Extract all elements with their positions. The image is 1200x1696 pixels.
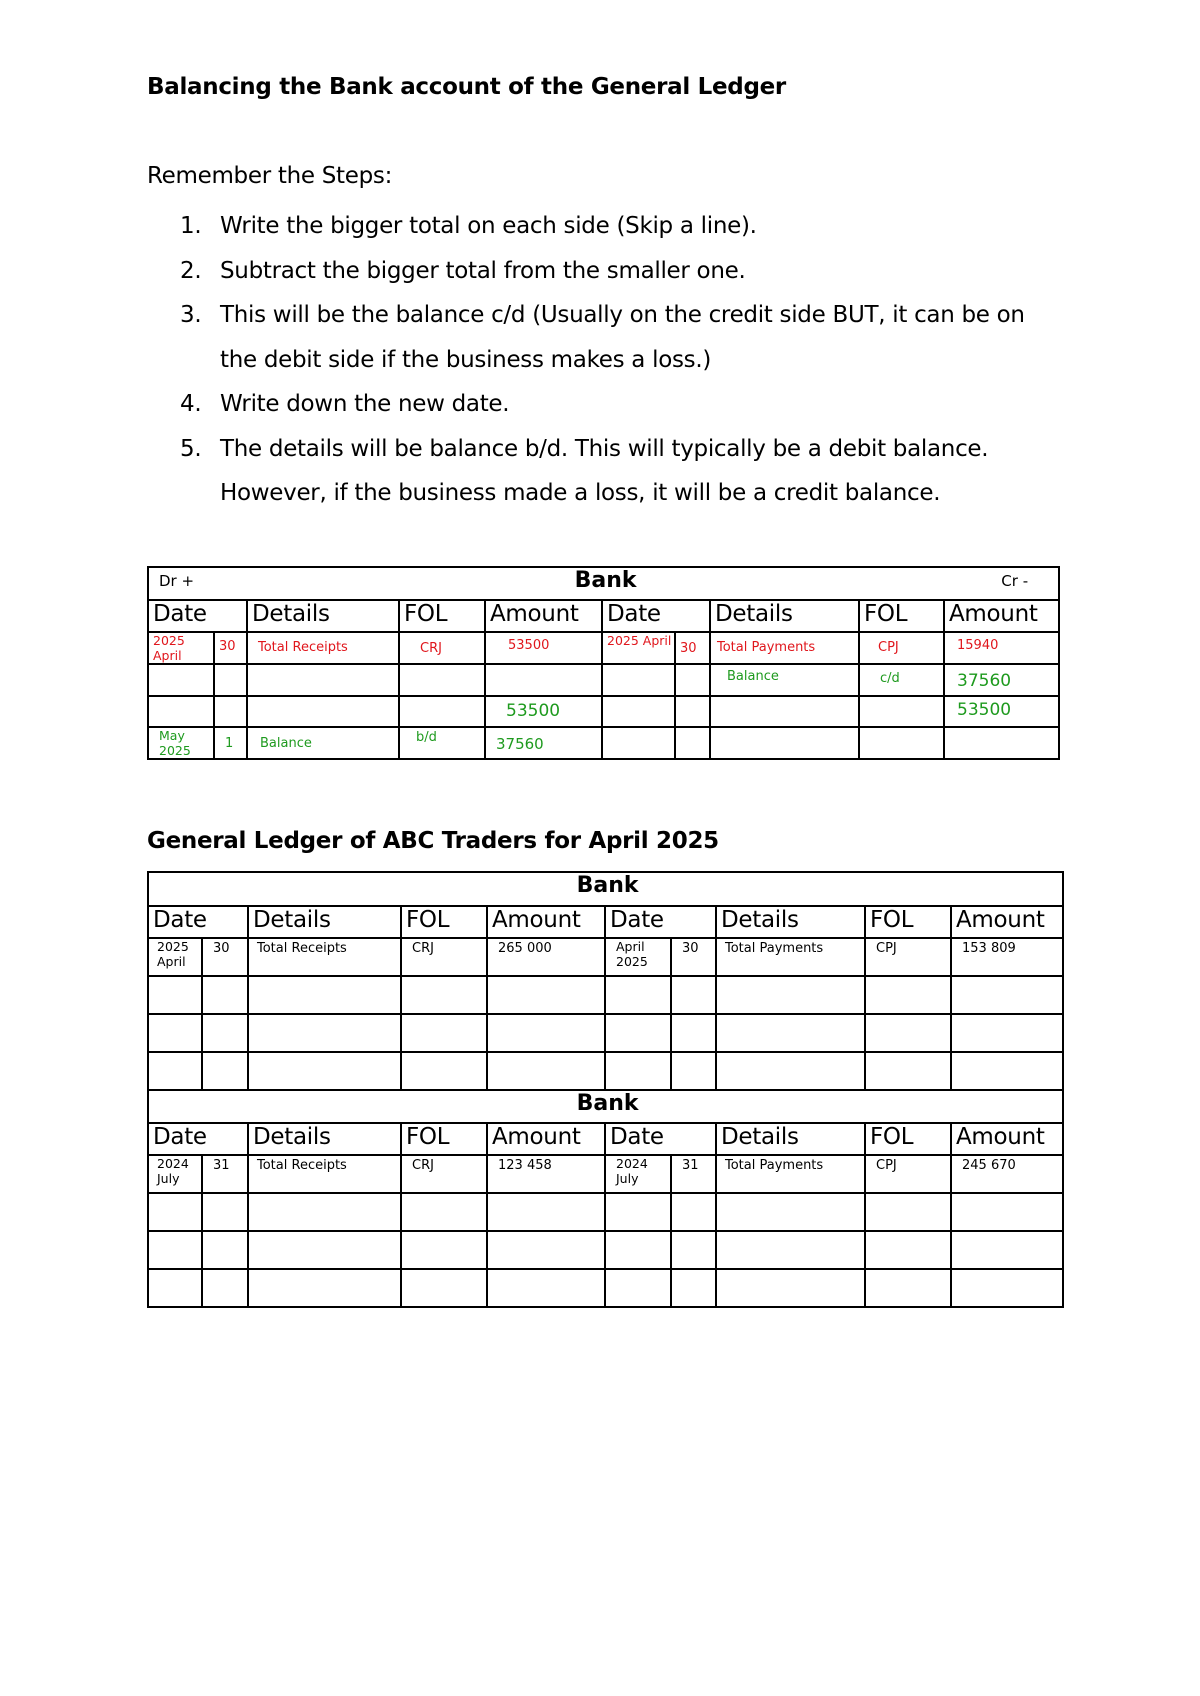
step-item — [180, 249, 1080, 294]
entry-details: Total Receipts — [248, 1155, 401, 1193]
step-text: This will be the balance c/d (Usually on the credit side BUT, it can be on — [220, 302, 1025, 328]
step-number: 2. — [180, 257, 202, 284]
header-amount: Amount — [944, 600, 1059, 632]
entry-day: 30 — [671, 938, 716, 976]
header-date: Date — [148, 906, 248, 938]
header-details: Details — [716, 1123, 865, 1155]
entry-amount: 53500 — [485, 632, 602, 664]
table-row — [148, 1155, 1063, 1193]
header-details: Details — [248, 906, 401, 938]
entry-date: 2024 July — [148, 1155, 202, 1193]
header-fol: FOL — [401, 1123, 487, 1155]
entry-fol: CRJ — [399, 632, 485, 664]
table-row — [148, 1269, 1063, 1307]
entry-day: 31 — [202, 1155, 248, 1193]
header-date: Date — [605, 1123, 716, 1155]
entry-amount: 265 000 — [487, 938, 605, 976]
steps-heading: Remember the Steps: — [147, 163, 393, 189]
entry-details: Total Payments — [716, 938, 865, 976]
entry-fol: CPJ — [859, 632, 944, 664]
entry-date: May 2025 — [148, 727, 214, 759]
credit-label: Cr - — [1001, 572, 1029, 590]
entry-details: Total Receipts — [247, 632, 399, 664]
table-row — [148, 664, 1059, 696]
entry-details: Total Receipts — [248, 938, 401, 976]
header-amount: Amount — [951, 906, 1063, 938]
entry-date: 2024 July — [605, 1155, 671, 1193]
step-text: Write the bigger total on each side (Skip a line). — [220, 213, 757, 239]
header-amount: Amount — [485, 600, 602, 632]
total-amount: 53500 — [944, 696, 1059, 727]
section-title: General Ledger of ABC Traders for April 2025 — [147, 828, 719, 854]
step-item — [180, 204, 1080, 249]
entry-fol: c/d — [859, 664, 944, 696]
table-row — [148, 696, 1059, 727]
entry-date: April 2025 — [605, 938, 671, 976]
step-number: 5. — [180, 435, 202, 462]
header-date: Date — [605, 906, 716, 938]
entry-amount: 153 809 — [951, 938, 1063, 976]
step-number: 4. — [180, 391, 202, 417]
entry-amount: 37560 — [485, 727, 602, 759]
account-name: Bank — [576, 873, 639, 898]
table-row — [148, 938, 1063, 976]
header-details: Details — [247, 600, 399, 632]
step-text: Subtract the bigger total from the smaller one. — [220, 257, 746, 284]
entry-day: 30 — [214, 632, 247, 664]
page-title: Balancing the Bank account of the General Ledger — [147, 74, 786, 100]
table-row — [148, 976, 1063, 1014]
entry-day: 30 — [202, 938, 248, 976]
step-text: Write down the new date. — [220, 391, 510, 417]
header-fol: FOL — [401, 906, 487, 938]
step-number: 1. — [180, 213, 202, 239]
header-fol: FOL — [399, 600, 485, 632]
step-text-continued: the debit side if the business makes a loss.) — [220, 346, 712, 373]
entry-amount: 123 458 — [487, 1155, 605, 1193]
header-fol: FOL — [865, 1123, 951, 1155]
total-amount: 53500 — [485, 696, 602, 727]
account-title-cell — [148, 567, 1059, 600]
entry-fol: CPJ — [865, 938, 951, 976]
header-details: Details — [710, 600, 859, 632]
entry-fol: b/d — [399, 727, 485, 759]
entry-amount: 37560 — [944, 664, 1059, 696]
entry-day: 30 — [675, 632, 710, 664]
account-name: Bank — [576, 1091, 639, 1116]
step-item — [180, 427, 1080, 516]
table-row — [148, 1193, 1063, 1231]
debit-label: Dr + — [159, 572, 195, 590]
header-fol: FOL — [859, 600, 944, 632]
account-title-cell — [148, 1090, 1063, 1123]
step-item — [180, 293, 1080, 382]
entry-date: 2025 April — [602, 632, 675, 664]
header-fol: FOL — [865, 906, 951, 938]
table-row — [148, 1231, 1063, 1269]
header-date: Date — [148, 1123, 248, 1155]
steps-list — [180, 204, 1080, 516]
table-row — [148, 632, 1059, 664]
account-title-cell — [148, 872, 1063, 906]
entry-fol: CRJ — [401, 1155, 487, 1193]
header-details: Details — [716, 906, 865, 938]
header-amount: Amount — [487, 906, 605, 938]
entry-date: 2025 April — [148, 632, 214, 664]
entry-details: Balance — [710, 664, 859, 696]
entry-day: 1 — [214, 727, 247, 759]
entry-details: Total Payments — [716, 1155, 865, 1193]
entry-date: 2025 April — [148, 938, 202, 976]
entry-details: Total Payments — [710, 632, 859, 664]
step-item — [180, 382, 1080, 427]
step-text: The details will be balance b/d. This will typically be a debit balance. — [220, 435, 989, 462]
entry-day: 31 — [671, 1155, 716, 1193]
header-date: Date — [148, 600, 247, 632]
header-date: Date — [602, 600, 710, 632]
header-amount: Amount — [951, 1123, 1063, 1155]
entry-amount: 15940 — [944, 632, 1059, 664]
step-text-continued: However, if the business made a loss, it will be a credit balance. — [220, 480, 941, 506]
table-row — [148, 1014, 1063, 1052]
table-row — [148, 1052, 1063, 1090]
general-ledger-table — [147, 871, 1064, 1308]
table-row — [148, 727, 1059, 759]
step-number: 3. — [180, 302, 202, 328]
entry-fol: CRJ — [401, 938, 487, 976]
header-amount: Amount — [487, 1123, 605, 1155]
entry-details: Balance — [247, 727, 399, 759]
entry-fol: CPJ — [865, 1155, 951, 1193]
account-name: Bank — [574, 568, 637, 593]
header-details: Details — [248, 1123, 401, 1155]
example-bank-account-table — [147, 566, 1060, 760]
entry-amount: 245 670 — [951, 1155, 1063, 1193]
